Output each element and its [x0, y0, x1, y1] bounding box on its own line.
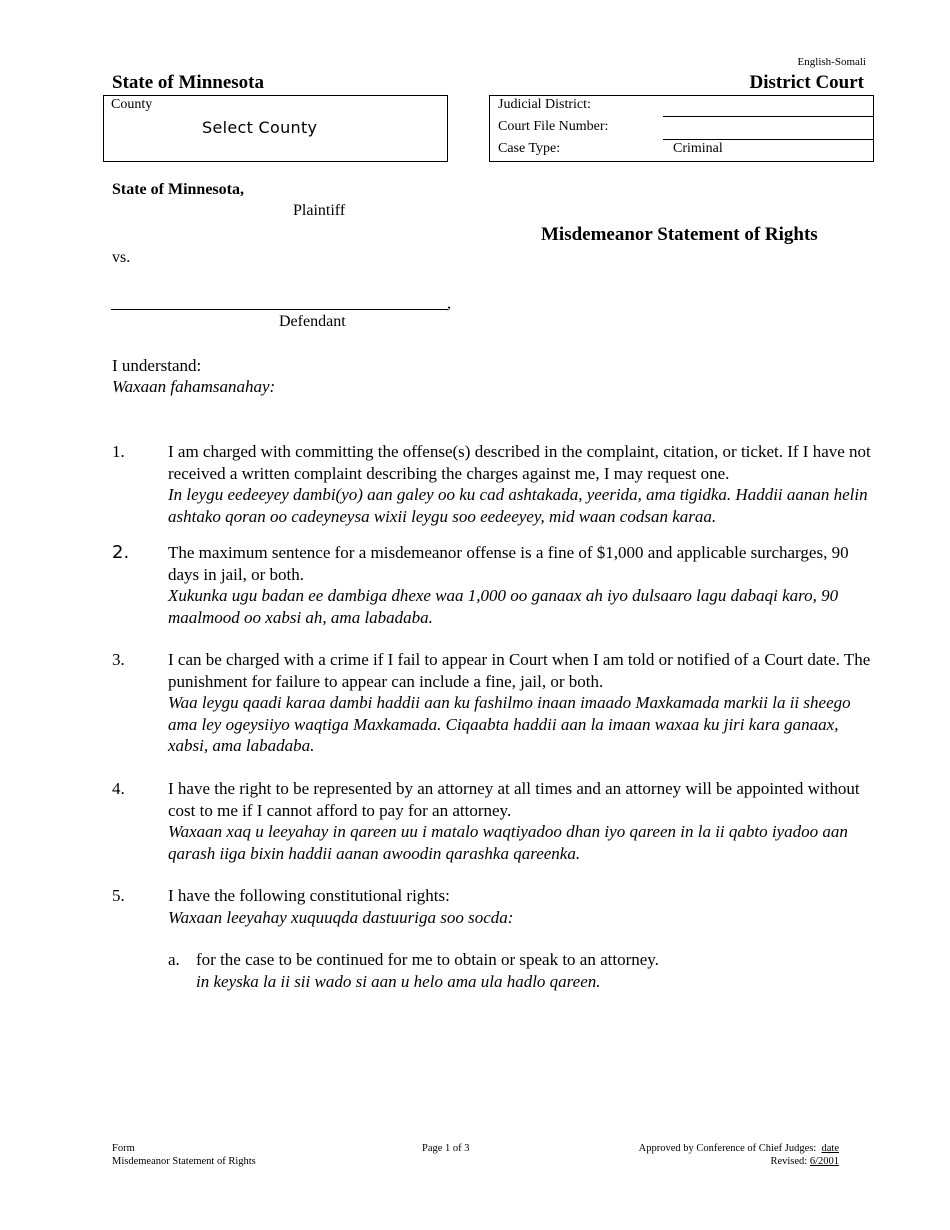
- item-english: I have the right to be represented by an attorney at all times and an attorney will be appointed without cost to me if I cannot afford to pay for an attorney.: [168, 779, 860, 820]
- subitem-letter: a.: [168, 950, 180, 969]
- item-english: The maximum sentence for a misdemeanor offense is a fine of $1,000 and applicable surcharges, 90 days in jail, or both.: [168, 543, 849, 584]
- item-number: 1.: [112, 442, 125, 461]
- court-file-number-label: Court File Number:: [498, 119, 609, 134]
- subitem-english: for the case to be continued for me to obtain or speak to an attorney.: [196, 950, 659, 969]
- approved-label: Approved by Conference of Chief Judges:: [638, 1143, 817, 1154]
- footer-form-name: Misdemeanor Statement of Rights: [112, 1156, 256, 1167]
- state-title: State of Minnesota: [112, 72, 264, 93]
- subitem-somali: in keyska la ii sii wado si aan u helo ama ula hadlo qareen.: [196, 971, 601, 991]
- plaintiff-role: Plaintiff: [293, 202, 346, 219]
- document-title: Misdemeanor Statement of Rights: [541, 224, 818, 245]
- list-item: [112, 542, 872, 628]
- list-item: [112, 778, 872, 864]
- item-number: 2.: [112, 542, 130, 563]
- judicial-district-label: Judicial District:: [498, 97, 591, 112]
- court-file-number-line: [663, 118, 873, 140]
- case-info-box: [489, 95, 874, 162]
- revised-date: 6/2001: [809, 1156, 839, 1167]
- footer-form: [112, 1142, 256, 1168]
- plaintiff-name: State of Minnesota,: [112, 181, 244, 198]
- intro-english: I understand:: [112, 356, 202, 375]
- language-label: English-Somali: [797, 56, 866, 68]
- item-number: 4.: [112, 779, 125, 798]
- county-box: [103, 95, 448, 162]
- court-title: District Court: [749, 72, 864, 93]
- approved-date: date: [821, 1143, 839, 1154]
- item-english: I have the following constitutional rights:: [168, 886, 450, 905]
- county-select[interactable]: Select County: [202, 118, 318, 137]
- item-somali: Waa leygu qaadi karaa dambi haddii aan ku fashilmo inaan imaado Maxkamada markii la ii sheego ama ley ogeysiiyo waqtiga Maxkamada. Ciqaabta haddii aan la imaan waxaa ku jiri kara ganaax, xabsi, ama labadaba.: [168, 693, 851, 755]
- intro-somali: Waxaan fahamsanahay:: [112, 377, 276, 396]
- defendant-comma: ,: [447, 295, 451, 312]
- sub-list-item: [168, 949, 868, 992]
- case-type-label: Case Type:: [498, 141, 561, 156]
- item-somali: Waxaan xaq u leeyahay in qareen uu i matalo waqtiyadoo dhan iyo qareen in la ii qabto iyadoo aan qarash iiga bixin haddii aanan awoodin qarashka qareenka.: [168, 822, 848, 863]
- versus-label: vs.: [112, 249, 131, 266]
- county-label: County: [111, 97, 153, 112]
- case-type-value: Criminal: [673, 141, 723, 156]
- page-number: Page 1 of 3: [422, 1143, 470, 1154]
- defendant-name-field[interactable]: [111, 309, 448, 310]
- item-number: 3.: [112, 650, 125, 669]
- item-english: I can be charged with a crime if I fail to appear in Court when I am told or notified of a Court date. The punishment for failure to appear can include a fine, jail, or both.: [168, 650, 871, 691]
- item-somali: Waxaan leeyahay xuquuqda dastuuriga soo socda:: [168, 907, 514, 927]
- footer-approval: [639, 1142, 839, 1168]
- footer-form-label: Form: [112, 1143, 135, 1154]
- judicial-district-line: [663, 96, 873, 117]
- defendant-role: Defendant: [279, 313, 346, 330]
- item-number: 5.: [112, 886, 125, 905]
- list-item: [112, 441, 872, 527]
- list-item: [112, 649, 872, 757]
- list-item: [112, 885, 872, 928]
- revised-label: Revised:: [770, 1156, 808, 1167]
- item-somali: In leygu eedeeyey dambi(yo) aan galey oo ku cad ashtakada, yeerida, ama tigidka. Haddii aanan helin ashtako qoran oo cadeyneysa wixii leygu soo eedeeyey, mid waan codsan karaa.: [168, 485, 868, 526]
- item-english: I am charged with committing the offense(s) described in the complaint, citation, or ticket. If I have not received a written complaint describing the charges against me, I may request one.: [168, 442, 871, 483]
- item-somali: Xukunka ugu badan ee dambiga dhexe waa 1,000 oo ganaax ah iyo dulsaaro lagu dabaqi karo, 90 maalmood oo xabsi ah, ama labadaba.: [168, 586, 839, 627]
